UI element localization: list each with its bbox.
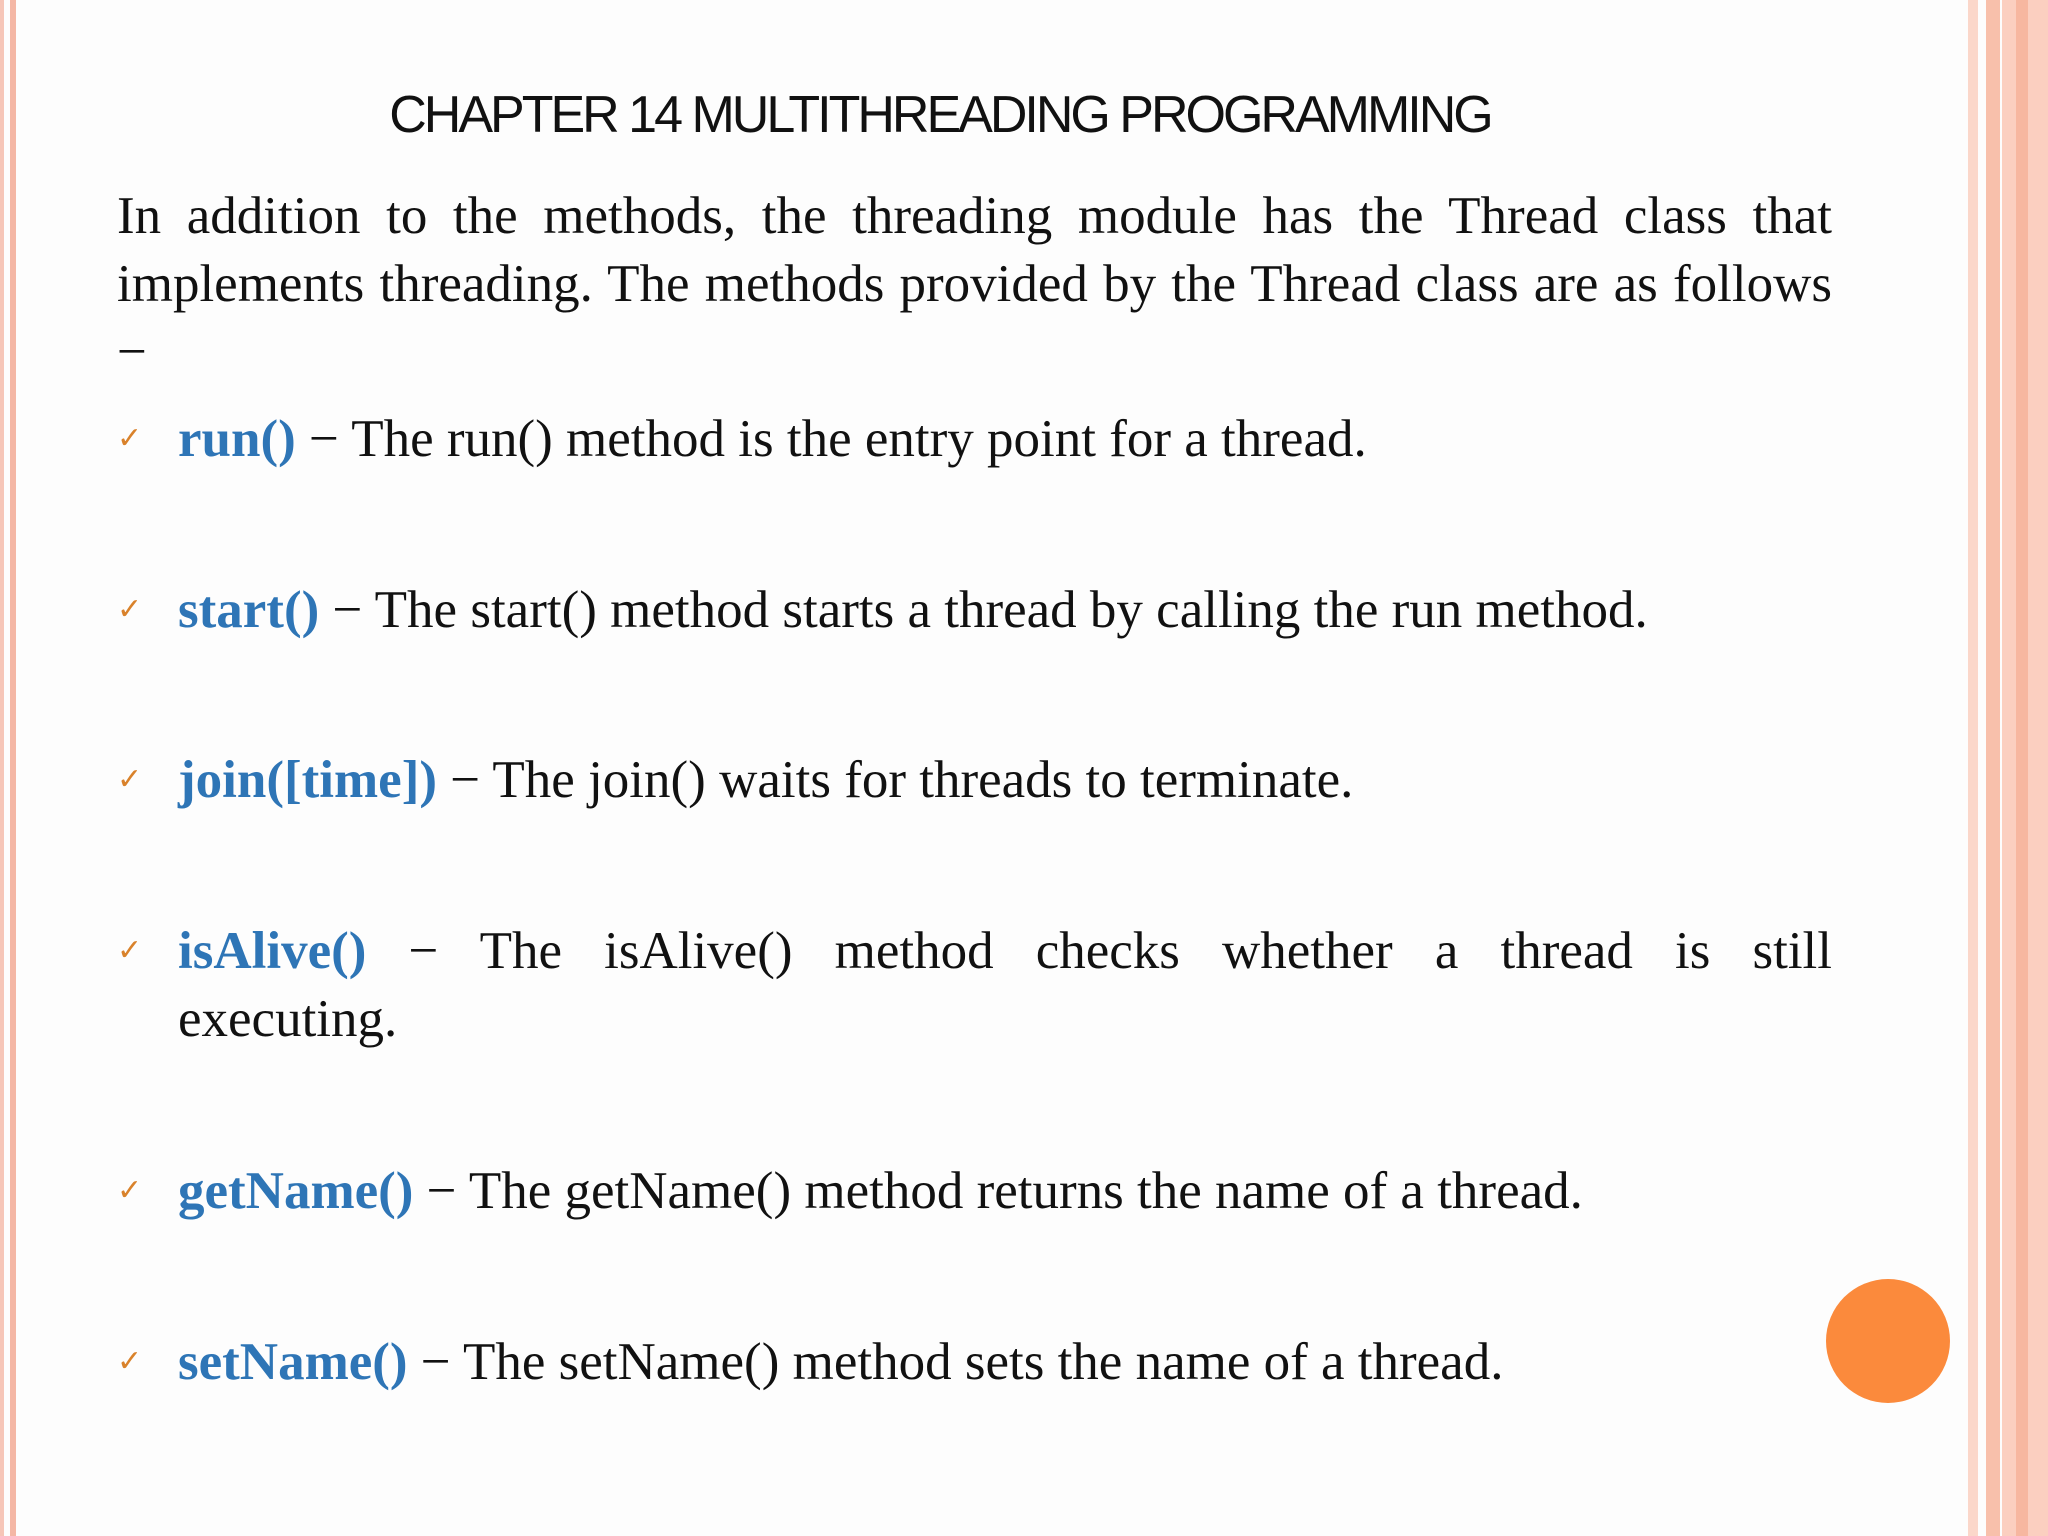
checkmark-icon: ✓: [117, 1344, 143, 1379]
checkmark-icon: ✓: [117, 1173, 143, 1208]
checkmark-icon: ✓: [117, 762, 143, 797]
list-item-text: [178, 1157, 1832, 1225]
decorative-orange-circle: [1826, 1279, 1950, 1403]
method-description: − The run() method is the entry point for a thread.: [295, 410, 1367, 468]
list-item-text: [178, 917, 1832, 1053]
checkmark-icon: ✓: [117, 933, 143, 968]
list-item: [117, 405, 1832, 473]
list-item: [117, 1157, 1832, 1225]
method-description: − The isAlive() method checks whether a thread is still executing.: [178, 922, 1832, 1048]
method-name: setName(): [178, 1333, 408, 1391]
method-description: − The join() waits for threads to terminate.: [437, 751, 1354, 809]
method-name: start(): [178, 581, 320, 639]
list-item-text: [178, 405, 1832, 473]
slide-title: CHAPTER 14 MULTITHREADING PROGRAMMING: [389, 86, 1491, 144]
right-border-decoration: [1968, 0, 2048, 1536]
method-description: − The start() method starts a thread by calling the run method.: [319, 581, 1648, 639]
left-border-stripe: [10, 0, 16, 1536]
method-description: − The setName() method sets the name of a thread.: [407, 1333, 1504, 1391]
method-name: join([time]): [178, 751, 437, 809]
list-item-text: [178, 1328, 1832, 1396]
method-name: getName(): [178, 1162, 414, 1220]
method-description: − The getName() method returns the name of a thread.: [413, 1162, 1583, 1220]
list-item: [117, 746, 1832, 814]
right-border-stripe: [2016, 0, 2028, 1536]
method-name: run(): [178, 410, 296, 468]
right-border-stripe: [1968, 0, 1978, 1536]
checkmark-icon: ✓: [117, 592, 143, 627]
intro-paragraph: In addition to the methods, the threading module has the Thread class that implements threading. The methods provided by the Thread class are as follows −: [117, 187, 1832, 381]
left-border-stripe: [0, 0, 4, 1536]
list-item: [117, 917, 1832, 1053]
left-border-decoration: [0, 0, 20, 1536]
list-item-text: [178, 746, 1832, 814]
list-item: [117, 576, 1832, 644]
right-border-stripe: [1986, 0, 2000, 1536]
checkmark-icon: ✓: [117, 421, 143, 456]
list-item: [117, 1328, 1832, 1396]
list-item-text: [178, 576, 1832, 644]
method-name: isAlive(): [178, 922, 367, 980]
